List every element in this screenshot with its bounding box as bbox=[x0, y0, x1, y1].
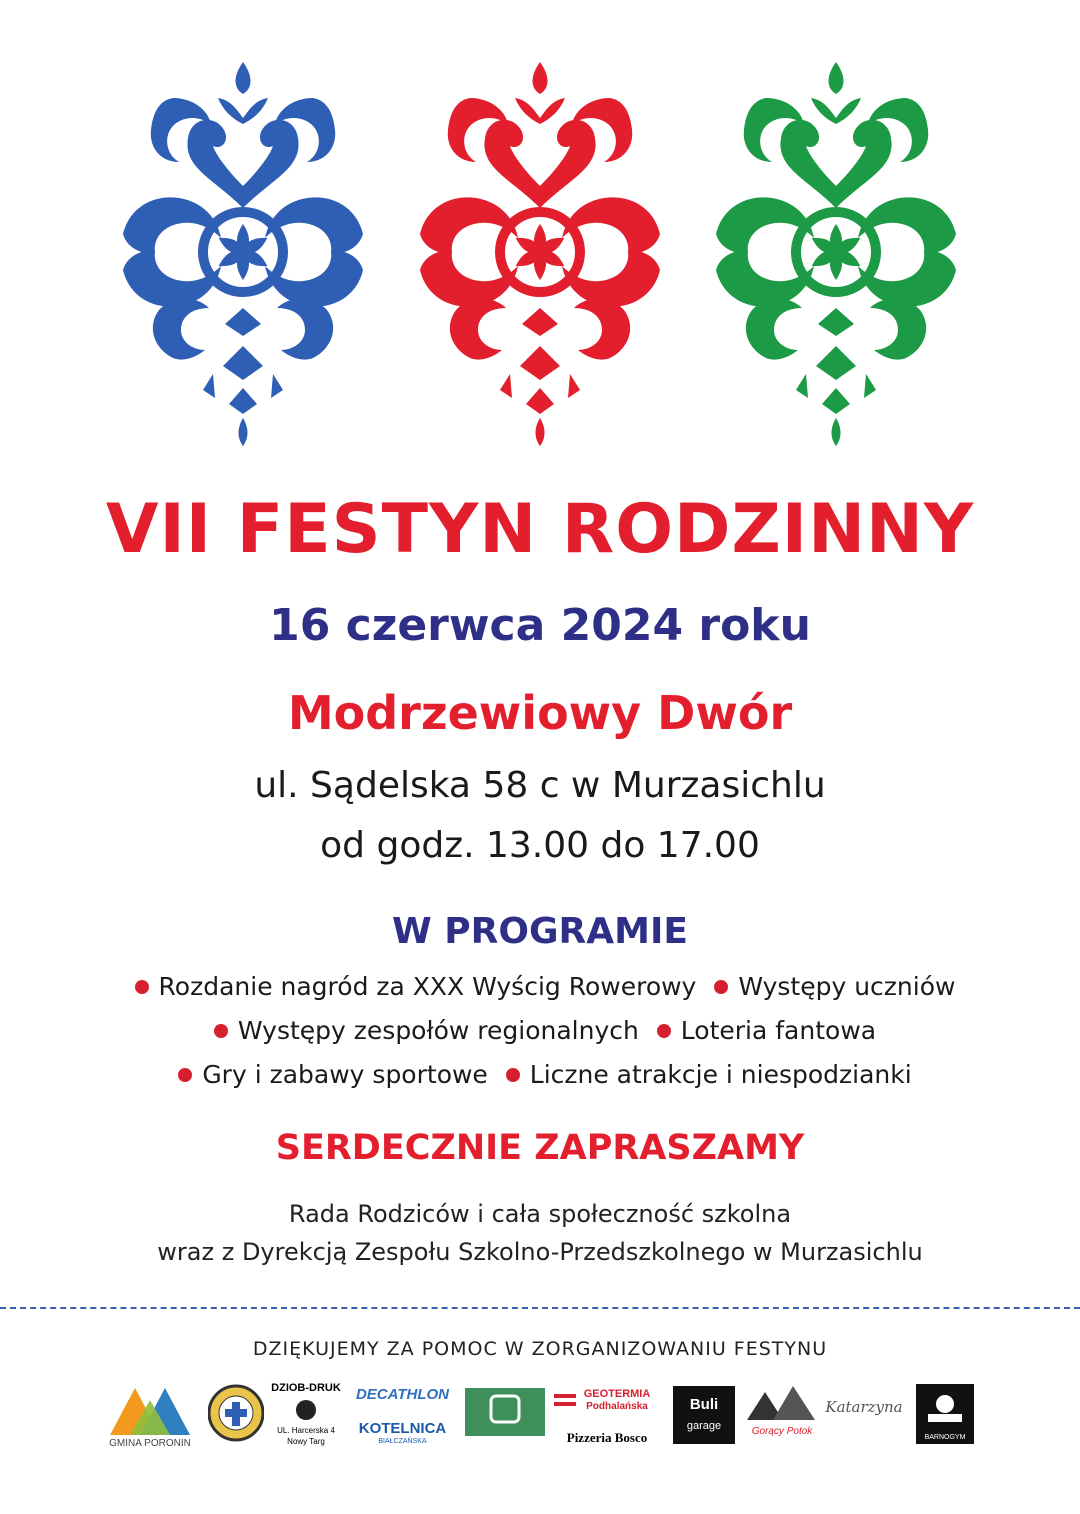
logo-dziob-druk: DZIOB-DRUK UL. Harcerska 4 Nowy Targ bbox=[271, 1382, 341, 1446]
logo-green-box bbox=[465, 1380, 545, 1460]
bullet-icon bbox=[135, 980, 149, 994]
logo-buli-garage: Buli garage bbox=[673, 1380, 735, 1460]
logo-barnogym: BARNOGYM bbox=[916, 1380, 974, 1460]
ornament-green bbox=[706, 58, 966, 446]
program-item: Występy zespołów regionalnych bbox=[237, 1016, 639, 1045]
divider bbox=[0, 1307, 1080, 1309]
event-hours: od godz. 13.00 do 17.00 bbox=[320, 825, 760, 866]
ornament-blue bbox=[113, 58, 373, 446]
event-date: 16 czerwca 2024 roku bbox=[269, 600, 811, 651]
event-place: Modrzewiowy Dwór bbox=[287, 686, 793, 740]
event-title: VII FESTYN RODZINNY bbox=[105, 490, 975, 569]
logo-emblem bbox=[208, 1380, 264, 1460]
bullet-icon bbox=[714, 980, 728, 994]
program-line-1 bbox=[0, 972, 1080, 1001]
bullet-icon bbox=[214, 1024, 228, 1038]
bullet-icon bbox=[657, 1024, 671, 1038]
program-item: Rozdanie nagród za XXX Wyścig Rowerowy bbox=[158, 972, 697, 1001]
ornament-red bbox=[410, 58, 670, 446]
signature-line-1: Rada Rodziców i cała społeczność szkolna bbox=[288, 1200, 792, 1228]
program-item: Gry i zabawy sportowe bbox=[202, 1060, 488, 1089]
program-item: Występy uczniów bbox=[738, 972, 956, 1001]
bullet-icon bbox=[506, 1068, 520, 1082]
program-item: Liczne atrakcje i niespodzianki bbox=[529, 1060, 912, 1089]
sponsors-heading: DZIĘKUJEMY ZA POMOC W ZORGANIZOWANIU FESTYNU bbox=[252, 1338, 828, 1360]
bullet-icon bbox=[178, 1068, 192, 1082]
program-line-2 bbox=[0, 1016, 1080, 1045]
logo-katarzyna: Katarzyna bbox=[825, 1398, 903, 1416]
program-line-3 bbox=[0, 1060, 1080, 1089]
logo-goracy-potok: Gorący Potok bbox=[743, 1380, 821, 1460]
invitation: SERDECZNIE ZAPRASZAMY bbox=[275, 1128, 805, 1168]
logo-decathlon: DECATHLON KOTELNICA BIAŁCZAŃSKA bbox=[355, 1386, 450, 1445]
sponsor-logos bbox=[100, 1380, 980, 1460]
event-address: ul. Sądelska 58 c w Murzasichlu bbox=[254, 765, 826, 806]
program-heading: W PROGRAMIE bbox=[392, 911, 688, 952]
program-item: Loteria fantowa bbox=[680, 1016, 877, 1045]
logo-geotermia: GEOTERMIA Podhalańska Pizzeria Bosco bbox=[552, 1380, 662, 1460]
signature-line-2: wraz z Dyrekcją Zespołu Szkolno-Przedszkolnego w Murzasichlu bbox=[157, 1238, 923, 1266]
logo-gmina-poronin: GMINA PORONIN bbox=[100, 1380, 200, 1460]
